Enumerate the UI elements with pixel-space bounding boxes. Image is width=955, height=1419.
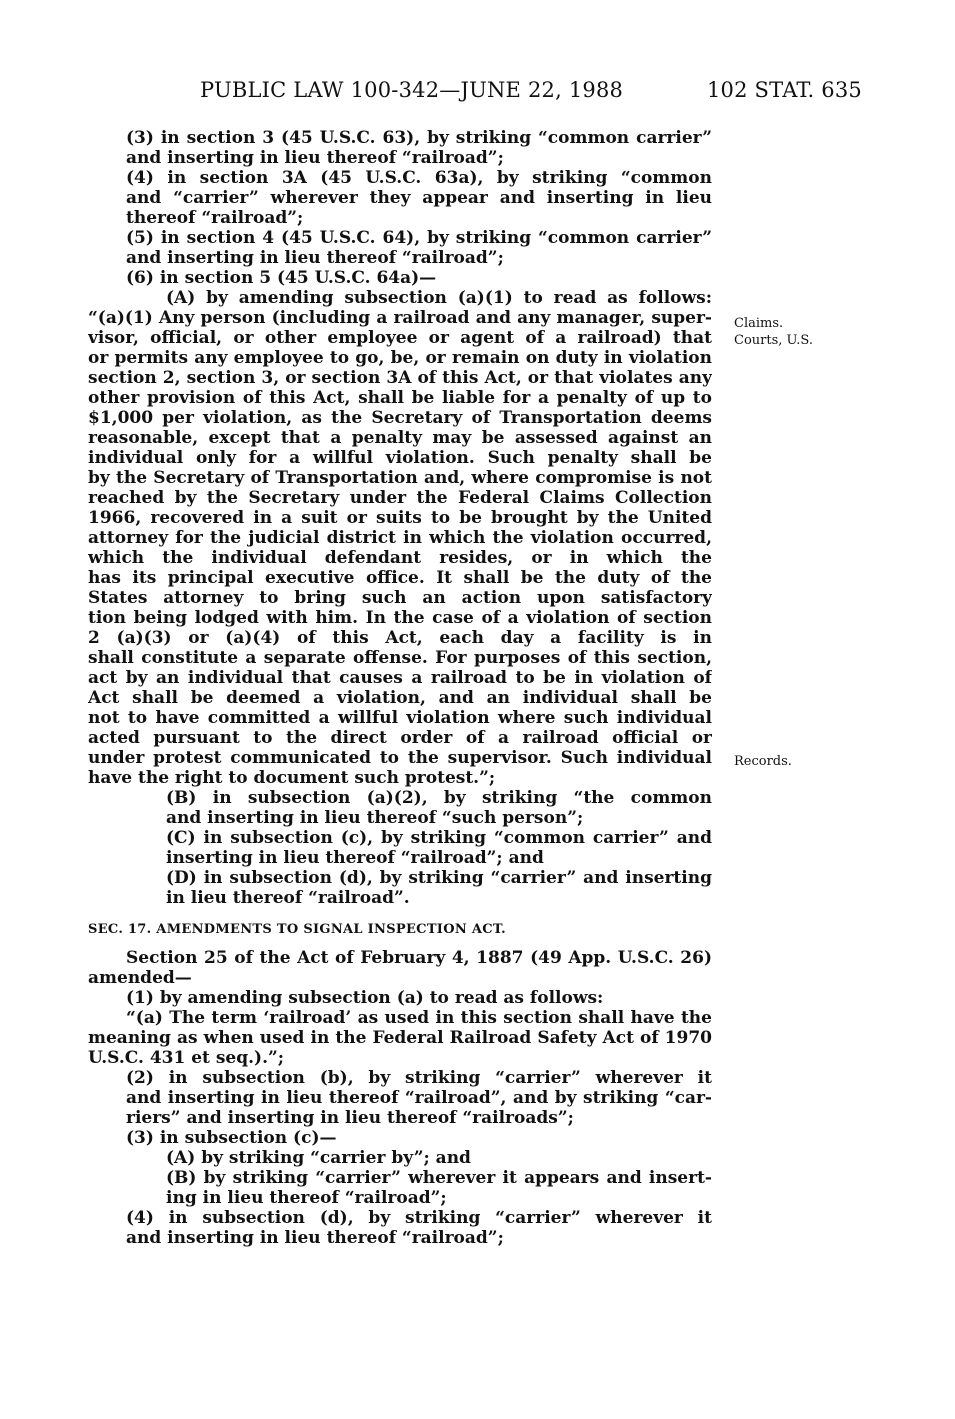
text-line: (A) by amending subsection (a)(1) to read as follows: — [166, 288, 712, 308]
text-line: (A) by striking “carrier by”; and — [166, 1148, 471, 1168]
text-line: (B) in subsection (a)(2), by striking “the common — [166, 788, 712, 808]
text-line: reasonable, except that a penalty may be assessed against an — [88, 428, 712, 448]
text-line: act by an individual that causes a railroad to be in violation of — [88, 668, 712, 688]
text-line: reached by the Secretary under the Federal Claims Collection — [88, 488, 712, 508]
text-line: “(a)(1) Any person (including a railroad and any manager, super- — [88, 308, 712, 328]
text-line: U.S.C. 431 et seq.).”; — [88, 1048, 285, 1068]
text-line: has its principal executive office. It shall be the duty of the — [88, 568, 712, 588]
text-line: (5) in section 4 (45 U.S.C. 64), by striking “common carrier” — [126, 228, 712, 248]
section-heading: SEC. 17. AMENDMENTS TO SIGNAL INSPECTION ACT. — [88, 922, 506, 937]
text-line: have the right to document such protest.”; — [88, 768, 496, 788]
section-spacer — [88, 908, 712, 920]
text-line: “(a) The term ‘railroad’ as used in this section shall have the — [126, 1008, 712, 1028]
text-line: ing in lieu thereof “railroad”; — [166, 1188, 447, 1208]
text-line: acted pursuant to the direct order of a railroad official or — [88, 728, 712, 748]
text-line: (1) by amending subsection (a) to read as follows: — [126, 988, 604, 1008]
text-line: (4) in subsection (d), by striking “carrier” wherever it — [126, 1208, 712, 1228]
text-line: section 2, section 3, or section 3A of this Act, or that violates any — [88, 368, 712, 388]
text-line: not to have committed a willful violation where such individual — [88, 708, 712, 728]
text-line: visor, official, or other employee or agent of a railroad) that — [88, 328, 712, 348]
text-line: (C) in subsection (c), by striking “common carrier” and — [166, 828, 712, 848]
text-line: and “carrier” wherever they appear and inserting in lieu — [126, 188, 712, 208]
text-line: and inserting in lieu thereof “railroad”; — [126, 148, 504, 168]
page-header-stat-number: 102 STAT. 635 — [707, 78, 862, 102]
text-line: 1966, recovered in a suit or suits to be brought by the United — [88, 508, 712, 528]
text-line: tion being lodged with him. In the case of a violation of section — [88, 608, 712, 628]
text-line: (3) in subsection (c)— — [126, 1128, 337, 1148]
text-line: (6) in section 5 (45 U.S.C. 64a)— — [126, 268, 437, 288]
text-line: (3) in section 3 (45 U.S.C. 63), by striking “common carrier” — [126, 128, 712, 148]
margin-note-records: Records. — [734, 754, 792, 769]
text-line: States attorney to bring such an action upon satisfactory — [88, 588, 712, 608]
text-line: and inserting in lieu thereof “railroad”; — [126, 248, 504, 268]
text-line: attorney for the judicial district in which the violation occurred, — [88, 528, 712, 548]
margin-note-courts: Courts, U.S. — [734, 333, 813, 348]
text-line: inserting in lieu thereof “railroad”; and — [166, 848, 544, 868]
law-text-body — [88, 128, 712, 1248]
text-line: $1,000 per violation, as the Secretary of Transportation deems — [88, 408, 712, 428]
text-line: under protest communicated to the supervisor. Such individual — [88, 748, 712, 768]
text-line: Act shall be deemed a violation, and an individual shall be — [88, 688, 712, 708]
text-line: shall constitute a separate offense. For purposes of this section, — [88, 648, 712, 668]
text-line: riers” and inserting in lieu thereof “railroads”; — [126, 1108, 574, 1128]
text-line: and inserting in lieu thereof “railroad”; — [126, 1228, 504, 1248]
text-line: (2) in subsection (b), by striking “carrier” wherever it — [126, 1068, 712, 1088]
text-line: Section 25 of the Act of February 4, 1887 (49 App. U.S.C. 26) — [126, 948, 712, 968]
text-line: and inserting in lieu thereof “such person”; — [166, 808, 584, 828]
text-line: in lieu thereof “railroad”. — [166, 888, 410, 908]
text-line: (D) in subsection (d), by striking “carrier” and inserting — [166, 868, 712, 888]
text-line: other provision of this Act, shall be liable for a penalty of up to — [88, 388, 712, 408]
page-header-title: PUBLIC LAW 100-342—JUNE 22, 1988 — [200, 78, 624, 102]
section-spacer — [88, 940, 712, 948]
text-line: meaning as when used in the Federal Railroad Safety Act of 1970 — [88, 1028, 712, 1048]
text-line: and inserting in lieu thereof “railroad”, and by striking “car- — [126, 1088, 712, 1108]
text-line: 2 (a)(3) or (a)(4) of this Act, each day a facility is in — [88, 628, 712, 648]
text-line: or permits any employee to go, be, or remain on duty in violation — [88, 348, 712, 368]
text-line: by the Secretary of Transportation and, where compromise is not — [88, 468, 712, 488]
text-line: amended— — [88, 968, 192, 988]
text-line: individual only for a willful violation. Such penalty shall be — [88, 448, 712, 468]
text-line: (B) by striking “carrier” wherever it appears and insert- — [166, 1168, 712, 1188]
text-line: thereof “railroad”; — [126, 208, 304, 228]
margin-note-claims: Claims. — [734, 316, 784, 331]
text-line: which the individual defendant resides, or in which the — [88, 548, 712, 568]
text-line: (4) in section 3A (45 U.S.C. 63a), by striking “common — [126, 168, 712, 188]
